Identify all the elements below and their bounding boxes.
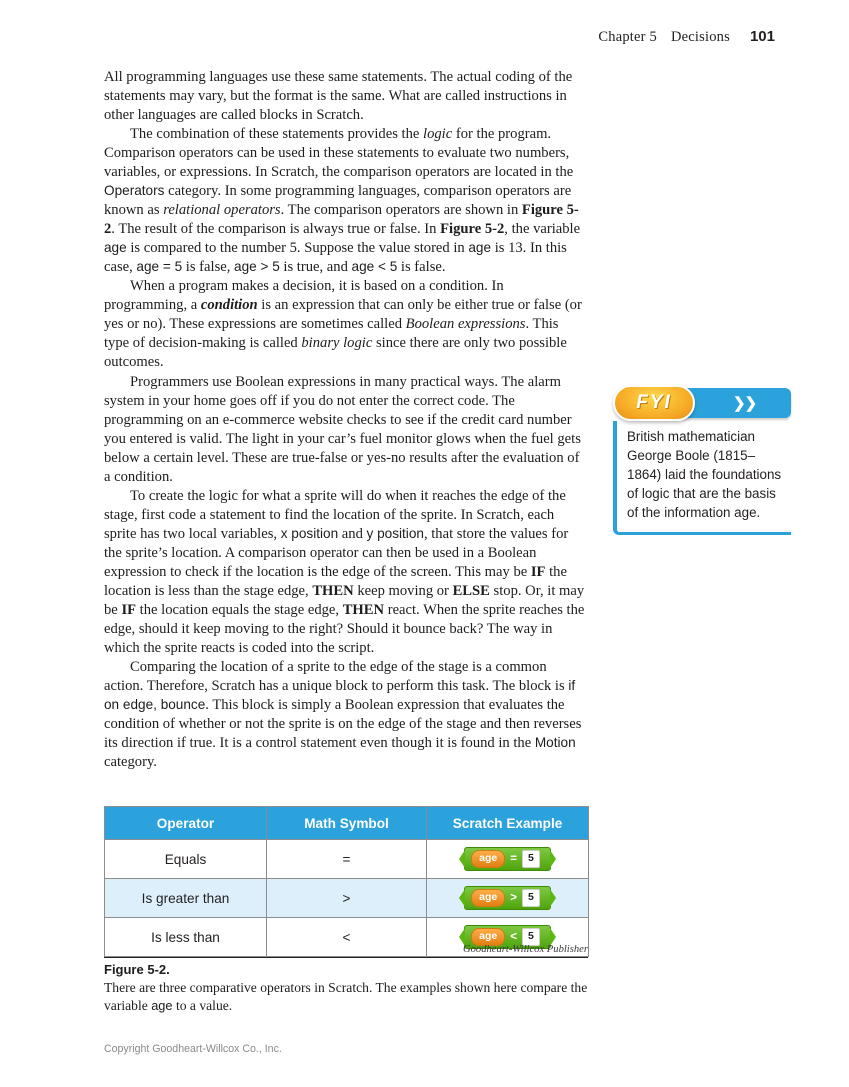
paragraph-3 [104,277,587,372]
fyi-badge [613,385,695,421]
paragraph-4: Programmers use Boolean expressions in many practical ways. The alarm system in your home goes off if you do not enter the correct code. The programming on an e-commerce website checks to see if the credit card number you entered is valid. The light in your car’s fuel monitor glows when the fuel gets below a certain level. These are true-false or yes-no results after the evaluation of a condition. [104,373,581,485]
figure-credit: Goodheart-Willcox Publisher [104,944,588,958]
p6-category-motion: Motion [534,735,576,751]
cell-scratch-example [427,879,589,918]
caption-variable-age: age [151,997,173,1013]
p2-run-d: . The comparison operators are shown in [280,202,522,219]
p5-run-e: keep moving or [353,582,453,599]
fyi-banner [613,385,791,421]
p5-run-a: To create the logic for what a sprite will do when it reaches the edge of the stage, first code a statement to find the location of the sprite. In Scratch, each sprite has two local variables, [104,487,566,542]
p6-block-name: if on edge, bounce [104,678,576,713]
scratch-operator-block [464,886,551,909]
p5-var-x-position: x position [280,525,339,541]
body-text-column [104,68,587,772]
p2-run-c: category. In some programming languages, comparison operators are known as [104,183,572,219]
scratch-value-field: 5 [522,928,540,945]
scratch-operator-block [464,847,551,870]
caption-run-b: to a value. [172,997,233,1013]
p5-run-g: the location equals the stage edge, [136,601,343,618]
column-header-operator: Operator [105,807,267,840]
p3-run-b: is an expression that can only be either true or false (or yes or no). These expressions are sometimes called [104,297,582,333]
cell-operator-name: Is less than [105,918,267,957]
p3-term-boolean: Boolean expressions [405,316,526,333]
operators-table [104,806,589,957]
cell-operator-name: Equals [105,840,267,879]
column-header-math-symbol: Math Symbol [267,807,427,840]
p2-run-a: The combination of these statements provides the [130,126,424,143]
p2-run-j: is true, and [279,259,352,276]
p2-run-f: , the variable [504,221,581,238]
running-head-chapter: Chapter 5 [598,29,657,45]
p3-run-a: When a program makes a decision, it is based on a condition. In programming, a [104,278,504,314]
scratch-variable-pill: age [471,889,505,906]
p2-run-i: is false, [182,259,235,276]
paragraph-5 [104,487,587,658]
p2-figref-2: Figure 5-2 [440,221,505,238]
table-row [105,840,589,879]
cell-scratch-example [427,840,589,879]
p5-var-y-position: y position [366,525,424,541]
footer-copyright: Copyright Goodheart-Willcox Co., Inc. [104,1043,282,1055]
operators-table-wrapper [104,806,588,957]
cell-math-symbol: < [267,918,427,957]
p5-keyword-if-1: IF [530,563,546,580]
p5-run-h: react. When the sprite reaches the edge, should it keep moving to the right? Should it bounce back? The way in which the sprite reacts is coded into the script. [104,601,585,656]
p2-var-age-1: age [104,240,127,256]
p6-run-c: category. [104,754,157,771]
figure-caption [104,961,590,1015]
scratch-variable-pill: age [471,928,505,945]
p5-run-f: stop. Or, it may be [104,582,585,618]
paragraph-1: All programming languages use these same statements. The actual coding of the statements may vary, but the format is the same. What are called instructions in other languages are called blocks in Scratch. [104,69,573,124]
p2-expr-greater: age > 5 [234,259,280,275]
fyi-callout [613,385,791,535]
column-header-scratch-example: Scratch Example [427,807,589,840]
p3-run-c: . This type of decision-making is called [104,316,559,352]
double-chevron-right-icon: ❯❯ [733,395,757,412]
p2-term-relational: relational operators [163,202,281,219]
p2-figref-1: Figure 5-2 [104,202,579,238]
p3-term-binary: binary logic [301,335,373,352]
p2-run-b: for the program. Comparison operators can be used in these statements to evaluate two numbers, variables, or expressions. In Scratch, the comparison operators are located in the [104,126,574,181]
p2-term-logic: logic [423,126,453,143]
p5-keyword-else: ELSE [452,582,490,599]
cell-math-symbol: = [267,840,427,879]
scratch-value-field: 5 [522,889,540,906]
p2-term-operators: Operators [104,183,165,199]
scratch-value-field: 5 [522,850,540,867]
cell-operator-name: Is greater than [105,879,267,918]
cell-math-symbol: > [267,879,427,918]
scratch-operator-symbol: = [510,853,517,865]
running-head-title: Decisions [670,29,730,45]
p2-expr-less: age < 5 [351,259,398,275]
p5-run-c: , that store the values for the sprite’s location. A comparison operator can then be used in a Boolean expression to check if the location is the edge of the screen. This may be [104,525,569,580]
p3-run-d: since there are only two possible outcomes. [104,335,567,371]
running-head [598,28,775,46]
p5-keyword-then-2: THEN [342,601,385,618]
p6-run-a: Comparing the location of a sprite to the edge of the stage is a common action. Therefore, Scratch has a unique block to perform this task. The block is [104,658,569,694]
p5-keyword-if-2: IF [121,601,137,618]
table-header-row [105,807,589,840]
table-row [105,879,589,918]
p5-run-d: the location is less than the stage edge, [104,563,567,599]
p3-term-condition: condition [200,297,258,314]
fyi-text: British mathematician George Boole (1815–1864) laid the foundations of logic that are the basis of the information age. [613,421,791,535]
p6-run-b: . This block is simply a Boolean expression that evaluates the condition of whether or not the sprite is on the edge of the stage and then reverses its direction if true. It is a control statement even though it is found in the [104,697,582,752]
page-number: 101 [749,28,775,45]
caption-run-a: There are three comparative operators in Scratch. The examples shown here compare the variable [104,979,588,1013]
p2-run-h: is 13. In this case, [104,240,567,276]
p5-run-b: and [338,525,367,542]
paragraph-2 [104,125,587,277]
scratch-operator-symbol: < [510,931,517,943]
scratch-operator-symbol: > [510,892,517,904]
figure-label: Figure 5-2. [104,962,170,977]
p2-var-age-2: age [468,240,492,256]
p2-expr-equals: age = 5 [136,259,183,275]
paragraph-6 [104,658,587,772]
p2-run-k: is false. [397,259,446,276]
p5-keyword-then-1: THEN [312,582,354,599]
fyi-badge-label: FYI [636,392,672,413]
scratch-variable-pill: age [471,850,505,867]
p2-run-e: . The result of the comparison is always true or false. In [111,221,441,238]
p2-run-g: is compared to the number 5. Suppose the value stored in [126,240,469,257]
